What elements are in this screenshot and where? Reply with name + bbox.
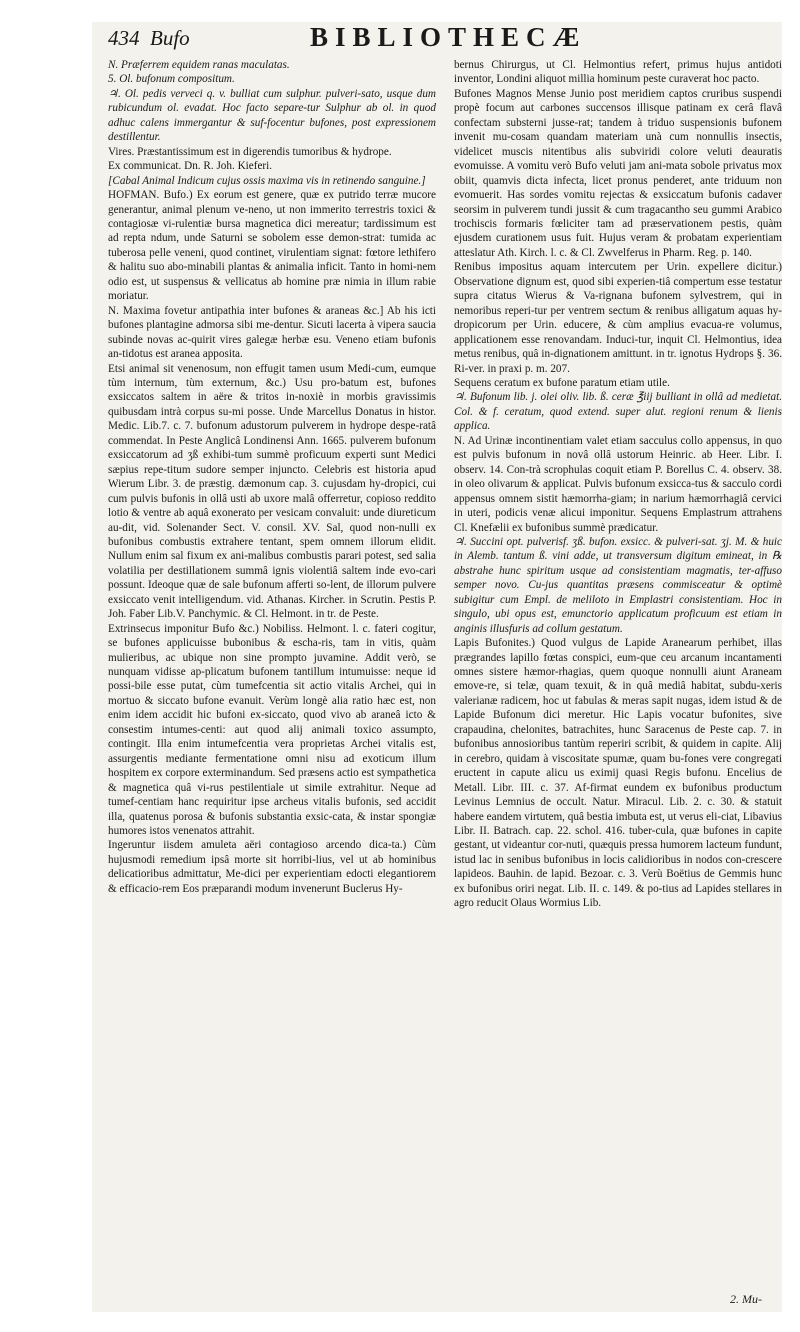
paragraph: Etsi animal sit venenosum, non effugit tamen usum Medi-cum, eumque tùm internum, tùm externum, &c.) Usu pro-batum est, bufones exsiccatos saltem in aëre & tritos in-noxiè in morbis gravissimis quibusdam intrà corpus su-mi posse. Unde Marcellus Donatus in histor. Medic. Lib.7. c. 7. bufonum adustorum pulverem in hydrope despe-ratâ commendat. In Peste Anglicâ Londinensi Ann. 1665. pulverem bufonum exsiccatorum ad ʒß exhibi-tum summè proficuum experti sunt Medici sæpius repe-titum sudore semper injuncto. Celebris est historia apud Wierum Libr. 3. de præstig. dæmonum cap. 3. cujusdam hy-dropici, cui cum pulvis bufonis in ollâ usti ab uxore malâ offerretur, copioso reddito lotio & ventre ab aquâ exonerato per vesicam convaluit: unde diureticum au-dit, vid. Solenander Sect. V. consil. XV. Sal, quod non-nulli ex bufonibus combustis extrahere tentant, spem omnem illorum elidit. Nullum enim sal fixum ex ani-malibus combustis parari potest, sed salia volatilia per destillationem summâ ignis violentiâ saltem inde evo-cari possunt. Ideoque quæ de sale bufonum afferti so-lent, de illorum pulvere exsiccato venit intelligendum. vid. Athanas. Kircher. in Scrutin. Pestis P. Joh. Faber Lib.V. Panchymic. & Cl. Helmont. in tr. de Peste. [108, 362, 436, 621]
paragraph: [Cabal Animal Indicum cujus ossis maxima vis in retinendo sanguine.] [108, 174, 426, 187]
paragraph: bernus Chirurgus, ut Cl. Helmontius refert, primus hujus antidoti inventor, Londini aliquot millia hominum peste curaverat hoc pacto. [454, 59, 782, 86]
paragraph: 5. Ol. bufonum compositum. [108, 73, 235, 86]
running-head: Bufo [150, 26, 190, 50]
paragraph: Ingeruntur iisdem amuleta aëri contagioso arcendo dica-ta.) Cùm hujusmodi remedium ipsâ morte sit horribi-lius, vel ut ab hominibus delicatioribus admittatur, Me-dici per experientiam edocti elegantiorem & efficacio-rem Eos præparandi modum invenerunt Buclerus Hy- [108, 839, 436, 895]
paragraph: N. Maxima fovetur antipathia inter bufones & araneas &c.] Ab his icti bufones plantagine admorsa sibi me-dentur. Sicuti lacerta à vipera saucia subinde novas ac-quirit vires galegæ herbæ esu. Veneno etiam bufonis an-tidotus est aranea apposita. [108, 304, 436, 361]
page-header [108, 22, 768, 58]
paragraph: Vires. Præstantissimum est in digerendis tumoribus & hydrope. [108, 145, 392, 158]
paragraph: ♃. Bufonum lib. j. olei oliv. lib. ß. ceræ ℥iij bulliant in ollâ ad medietat. Col. & f. ceratum, quod extend. super alut. regioni renum & lienis applica. [454, 391, 782, 433]
paragraph: ♃. Succini opt. pulverisf. ʒß. bufon. exsicc. & pulveri-sat. ʒj. M. & huic in Alemb. tantum ß. vini adde, ut transversum digitum emineat, in ℞ abstrahe hunc spiritum usque ad consistentiam magmatis, ter-affuso semper novo. Cu-jus quantitas præsens commisceatur & optimè subigitur cum Empl. de meliloto in Emplastri consistentiam. Hoc in singulo, ubi opus est, emunctorio applicatum proficuum est etiam in anginis illusfuris ad collum gestatum. [454, 535, 782, 635]
paragraph: N. Ad Urinæ incontinentiam valet etiam sacculus collo appensus, in quo est pulvis bufonum in novâ ollâ ustorum Heinric. ab Heer. Libr. I. observ. 14. Con-trà scrophulas coquit etiam P. Borellus C. 4. observ. 38. in oleo olivarum & applicat. Pulvis bufonum exsicca-tus & sacculo cordi appensus omnem sistit hæmorrha-giam; in narium hæmorrhagiâ cervici in uteri, podicis venæ alicui imponitur. Sequens Emplastrum attrahens Cl. Knefælii ex bufonibus summè prædicatur. [454, 434, 782, 534]
paragraph: Ex communicat. Dn. R. Joh. Kieferi. [108, 160, 273, 173]
catchword: 2. Mu- [730, 1292, 762, 1306]
paragraph: Lapis Bufonites.) Quod vulgus de Lapide Aranearum perhibet, illas prægrandes lapillo fœtas conspici, eum-que ceu arcanum incantamenti omnes sistere hæmor-rhagias, quem quoque nonnulli aiunt Araneam emove-re, si telæ, quam texuit, & in quâ mediâ habitat, subdu-xeris valerianæ radicem, hoc ut fabulas & meras sapit nugas, idem istud & de Lapide Bufonum dici meretur. Hic Lapis vocatur bufonites, sive crapaudina, chelonites, batrachites, hunc Saracenus de Peste cap. 7. in bufonibus annosioribus tantùm reperiri scribit, & quidem in capite. Alij in cerebro, quidam à viscositate spumæ, quam bu-fones vere congregati eructent in capute alicu us eximij quasi Regis bufonu. Encelius de Metall. Libr. III. c. 37. Af-firmat eundem ex bufonibus productum Levinus Lemnius de occult. Natur. Miracul. Lib. 2. c. 30. & statuit habere eandem virtutem, quâ bestia imbuta est, ut verus eli-ciat, Libavius Libr. II. Batrach. cap. 22. schol. 416. tuber-cula, quæ bufones in capite gestant, ut videantur cor-nuti, quæquis pressa humorem lacteum fundunt, istud lac in senibus bufonibus in locis calidioribus in nodos con-crescere lapideos. Bauhin. de lapid. Bezoar. c. 3. Verù Boëtius de Gemmis hunc ex bufonibus oriri negat. Lib. II. c. 149. & po-tius ad Lapides stellares in agro reducit Olaus Wormius Lib. [454, 637, 782, 910]
paragraph: N. Præferrem equidem ranas maculatas. [108, 59, 290, 71]
paragraph: HOFMAN. Bufo.) Ex eorum est genere, quæ ex putrido terræ mucore generantur, animal plenum ve-neno, ut non immerito terrestris toxici & contagiosæ vi-rulentiæ bursa magnetica dici mereatur; tardissimum est ad repta ndum, unde Saturni se sobolem esse demon-strat: tumida ac tuberosa pelle veneni, quod continet, virulentiam signat: fœtore lethifero & halitu suo abo-minabili plantas & animalia inficit. Tanto in homi-nem odio est, ut suspensus & vellicatus ab homine præ nimia in illum rabie moriatur. [108, 189, 436, 303]
left-column [108, 58, 436, 896]
paragraph: Sequens ceratum ex bufone paratum etiam utile. [454, 376, 670, 389]
paragraph: ♃. Ol. pedis verveci q. v. bulliat cum sulphur. pulveri-sato, usque dum rubicundum ol. evadat. Hoc facto separe-tur Sulphur ab ol. in quod adhuc calens immergantur & suf-focentur bufones, post expressionem destillentur. [108, 87, 436, 144]
paragraph: Bufones Magnos Mense Junio post meridiem captos cruribus suspendi propè focum aut carbones succensos illisque patinam ex cerâ flavâ confectam substerni jusse-rat; tandem à triduo suspensionis bufonem invenit mu-cosam quandam materiam unà cum nonnullis insectis, videlicet muscis nitentibus alis subviridi colore veluti deauratis evomuisse. A vomitu verò Bufo veluti jam ani-mata sobole privatus mox obiit, quamvis dicta infecta, licet pronus penderet, ante triduum non evomuerit. Has sordes vomitu rejectas & exsiccatum bufonis cadaver seorsim in pulverem tundi jussit & cum tragacantho seu gummi Arabico trochiscis formaris fœliciter tam ad præservationem pestis, quàm ejusdem curationem usus fuit. Hujus veram & probatam experientiam atteslatur Ath. Kirch. l. c. & Cl. Zwvelferus in Pharm. Reg. p. 140. [454, 87, 782, 259]
right-column [454, 58, 782, 911]
paragraph: Renibus impositus aquam intercutem per Urin. expellere dicitur.) Observatione dignum est, quod sibi experien-tiâ compertum esse testatur supra citatus Wierus & Va-rignana bufonem sylvestrem, qui in nemoribus reperi-tur per ventrem sectum & renibus alligatum aquas hy-dropicorum per Urin. educere, & cùm amplius evacua-re volumus, applicationem esse renovandam. Induci-tur, inquit Cl. Helmontius, idea metus renibus, quâ in-dignationem amittunt. in tr. ignotus Hydrops §. 36. Ri-ver. in praxi p. m. 207. [454, 261, 782, 375]
page-number: 434 [108, 26, 140, 50]
page-title: BIBLIOTHECÆ [310, 22, 587, 52]
paragraph: Extrinsecus imponitur Bufo &c.) Nobiliss. Helmont. l. c. fateri cogitur, se bufones applicuisse bubonibus & escha-ris, tam in vitis, quàm mulieribus, ac ubique non sine prompto juvamine. Addit verò, se nunquam vidisse ap-plicatum bufonem tantillum intumuisse: neque id possi-bile esse putat, cùm tumefcentia sit actio vitalis Archei, qui in mortuo & siccato bufone evanuit. Verùm longè alia ratio hæc est, non enim idem accidit hic bufoni ex-siccato, quod vivo ab araneâ icto & consestim intumes-centi: aut quod alij animali toxico assumpto, contingit. Illa enim intumefcentia vera proprietas Archei vitalis est, assurgentis mediante fermentatione omni nisu ad exoticum illum hospitem ex corpore exterminandum. Sed præsens actio est sympathetica & magnetica quâ vi-rus pestilentiale ut simile extrahitur. Neque ad tumef-centiam hanc requiritur ipse archeus vitalis bufonis, sed accidit illa, quatenus porosa & bufonis substantia exsic-cata, & instar spongiæ humores istos venenatos attrahit. [108, 622, 436, 838]
